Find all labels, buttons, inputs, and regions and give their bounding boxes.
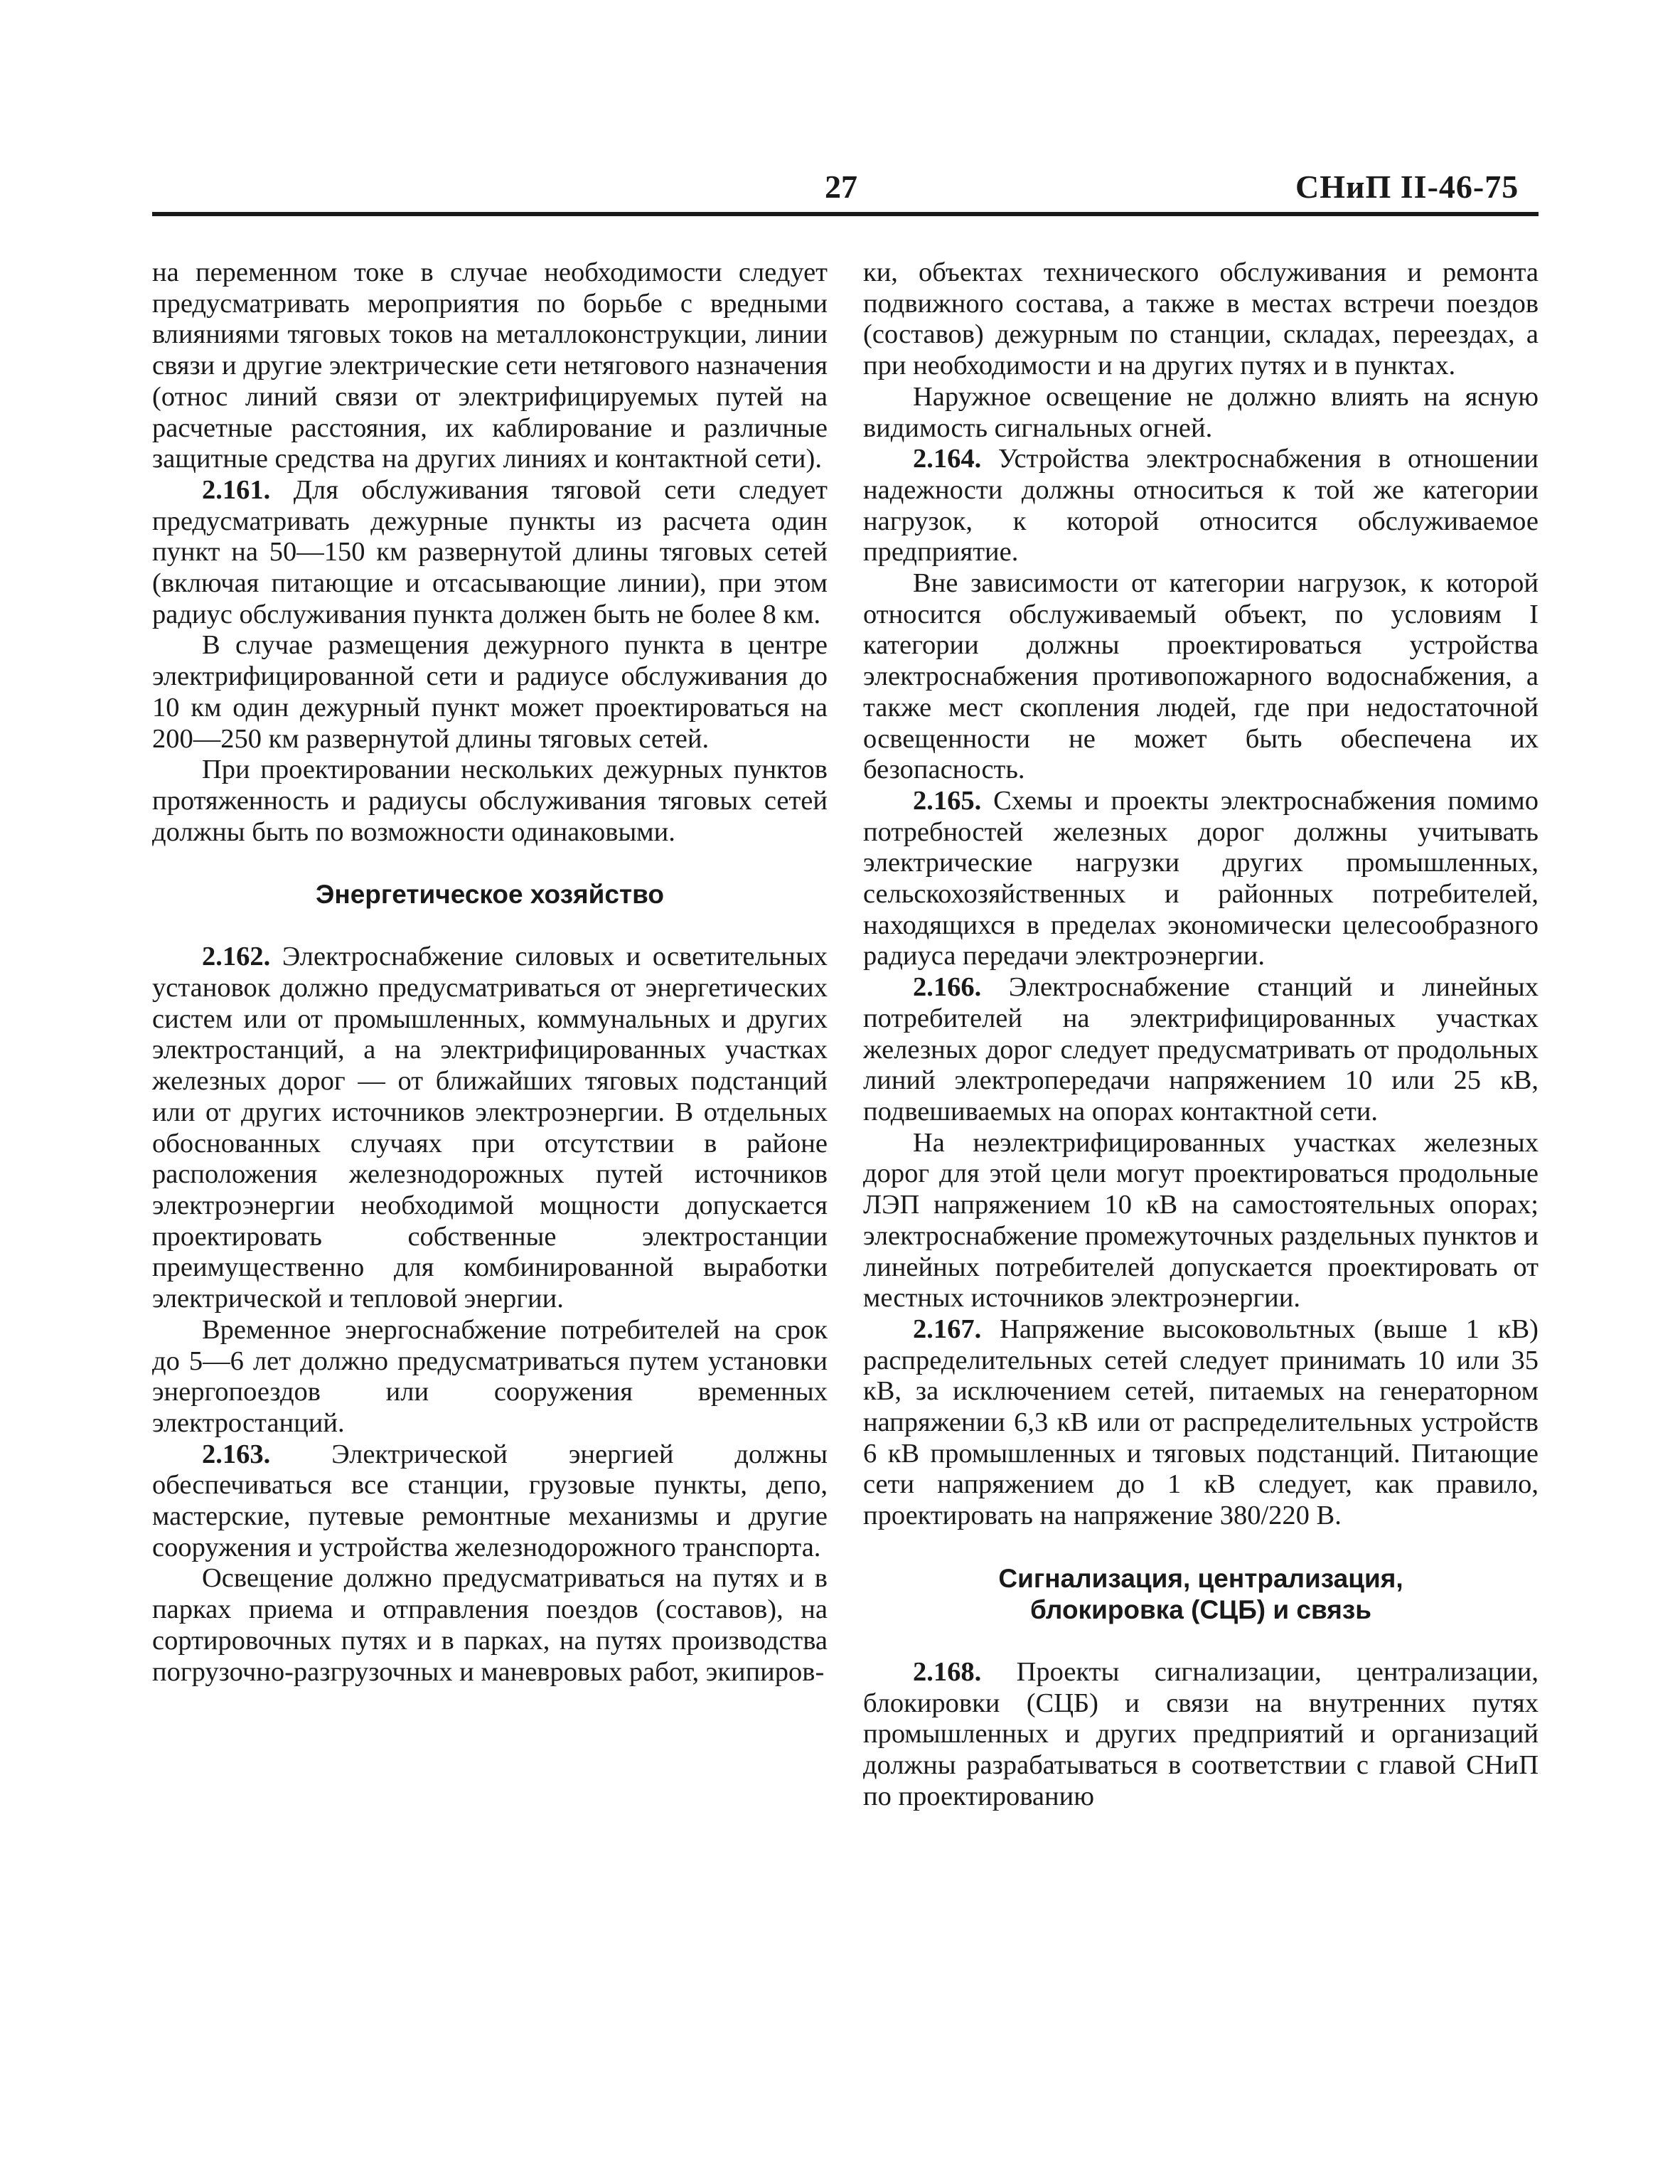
paragraph-2-163: 2.163. Электрической энергией должны обеспечиваться все станции, грузовые пункты, депо, мастерские, путевые ремонтные механизмы и другие сооружения и устройства железнодорожного транспорта. <box>152 1439 828 1562</box>
right-column <box>863 257 1539 1812</box>
page-header <box>0 168 1680 218</box>
paragraph: При проектировании нескольких дежурных пунктов протяженность и радиусы обслуживания тяговых сетей должны быть по возможности одинаковыми. <box>152 755 828 847</box>
paragraph-2-162: 2.162. Электроснабжение силовых и осветительных установок должно предусматриваться от энергетических систем или от промышленных, коммунальных и других электростанций, а на электрифицированных участках железных дорог — от ближайших тяговых подстанций или от других источников электроэнергии. В отдельных обоснованных случаях при отсутствии в районе расположения железнодорожных путей источников электроэнергии необходимой мощности допускается проектировать собственные электростанции преимущественно для комбинированной выработки электрической и тепловой энергии. <box>152 942 828 1314</box>
section-heading-energy: Энергетическое хозяйство <box>316 880 664 910</box>
paragraph: ки, объектах технического обслуживания и ремонта подвижного состава, а также в местах встречи поездов (составов) дежурным по станции, складах, переездах, а при необходимости и на других путях и в пунктах. <box>863 257 1539 381</box>
paragraph: Вне зависимости от категории нагрузок, к которой относится обслуживаемый объект, по условиям I категории должны проектироваться устройства электроснабжения противопожарного водоснабжения, а также мест скопления людей, где при недостаточной освещенности не может быть обеспечена их безопасность. <box>863 568 1539 785</box>
paragraph-2-167: 2.167. Напряжение высоковольтных (выше 1 кВ) распределительных сетей следует принимать 10 или 35 кВ, за исключением сетей, питаемых на генераторном напряжении 6,3 кВ или от распределительных устройств 6 кВ промышленных и тяговых подстанций. Питающие сети напряжением до 1 кВ следует, как правило, проектировать на напряжение 380/220 В. <box>863 1314 1539 1531</box>
clause-number: 2.164. <box>913 444 982 474</box>
clause-number: 2.166. <box>913 972 982 1003</box>
paragraph: Временное энергоснабжение потребителей на срок до 5—6 лет должно предусматриваться путем установки энергопоездов или сооружения временных электростанций. <box>152 1314 828 1438</box>
paragraph-2-166: 2.166. Электроснабжение станций и линейных потребителей на электрифицированных участках железных дорог следует предусматривать от продольных линий электропередачи напряжением 10 или 25 кВ, подвешиваемых на опорах контактной сети. <box>863 972 1539 1126</box>
paragraph: В случае размещения дежурного пункта в центре электрифицированной сети и радиусе обслуживания до 10 км один дежурный пункт может проектироваться на 200—250 км развернутой длины тяговых сетей. <box>152 630 828 754</box>
paragraph-2-161: 2.161. Для обслуживания тяговой сети следует предусматривать дежурные пункты из расчета один пункт на 50—150 км развернутой длины тяговых сетей (включая питающие и отсасывающие линии), при этом радиус обслуживания пункта должен быть не более 8 км. <box>152 474 828 629</box>
paragraph: Освещение должно предусматриваться на путях и в парках приема и отправления поездов (составов), на сортировочных путях и в парках, на путях производства погрузочно-разгрузочных и маневровых работ, экипиров- <box>152 1563 828 1687</box>
clause-number: 2.161. <box>202 474 271 505</box>
clause-number: 2.168. <box>913 1656 982 1687</box>
clause-number: 2.165. <box>913 785 982 816</box>
clause-number: 2.163. <box>202 1439 271 1469</box>
clause-number: 2.162. <box>202 942 271 972</box>
paragraph-2-165: 2.165. Схемы и проекты электроснабжения помимо потребностей железных дорог должны учитывать электрические нагрузки других промышленных, сельскохозяйственных и районных потребителей, находящихся в пределах экономически целесообразного радиуса передачи электроэнергии. <box>863 785 1539 971</box>
heading-line: блокировка (СЦБ) и связь <box>1030 1594 1371 1624</box>
paragraph-2-164: 2.164. Устройства электроснабжения в отношении надежности должны относиться к той же категории нагрузок, к которой относится обслуживаемое предприятие. <box>863 444 1539 568</box>
header-rule <box>152 212 1539 216</box>
section-heading-signalling <box>863 1563 1539 1626</box>
paragraph: Наружное освещение не должно влиять на ясную видимость сигнальных огней. <box>863 381 1539 443</box>
clause-number: 2.167. <box>913 1314 982 1344</box>
heading-line: Сигнализация, централизация, <box>998 1563 1403 1593</box>
paragraph: на переменном токе в случае необходимости следует предусматривать мероприятия по борьбе с вредными влияниями тяговых токов на металлоконструкции, линии связи и другие электрические сети нетягового назначения (относ линий связи от электрифицируемых путей на расчетные расстояния, их каблирование и различные защитные средства на других линиях и контактной сети). <box>152 257 828 474</box>
paragraph: На неэлектрифицированных участках железных дорог для этой цели могут проектироваться продольные ЛЭП напряжением 10 кВ на самостоятельных опорах; электроснабжение промежуточных раздельных пунктов и линейных потребителей допускается проектировать от местных источников электроэнергии. <box>863 1127 1539 1314</box>
left-column <box>152 257 828 1688</box>
paragraph-2-168: 2.168. Проекты сигнализации, централизации, блокировки (СЦБ) и связи на внутренних путях промышленных и других предприятий и организаций должны разрабатываться в соответствии с главой СНиП по проектированию <box>863 1656 1539 1811</box>
document-code: СНиП II-46-75 <box>1295 169 1519 205</box>
page-number: 27 <box>825 169 857 205</box>
